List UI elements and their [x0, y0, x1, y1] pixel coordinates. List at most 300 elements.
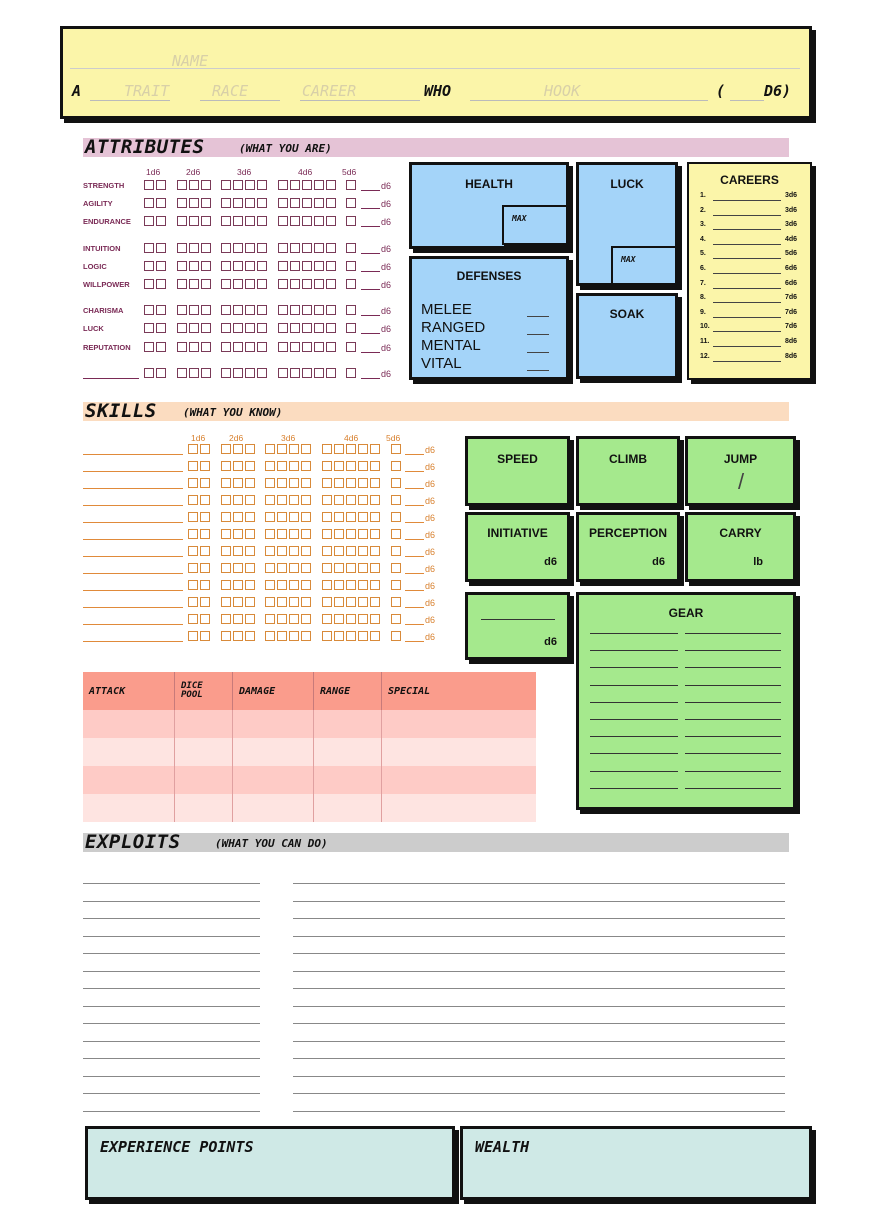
skill-dice-boxes[interactable] — [322, 631, 382, 641]
skill-name-line[interactable] — [83, 505, 183, 506]
gear-line-left[interactable] — [590, 650, 678, 651]
exploit-name-line[interactable] — [83, 1006, 260, 1007]
attack-cell[interactable] — [233, 710, 314, 738]
checkbox[interactable] — [391, 529, 401, 539]
checkbox[interactable] — [278, 342, 288, 352]
checkbox[interactable] — [346, 261, 356, 271]
checkbox[interactable] — [221, 495, 231, 505]
checkbox[interactable] — [302, 180, 312, 190]
checkbox[interactable] — [177, 216, 187, 226]
checkbox[interactable] — [245, 279, 255, 289]
checkbox[interactable] — [245, 261, 255, 271]
checkbox[interactable] — [257, 243, 267, 253]
checkbox[interactable] — [221, 216, 231, 226]
checkbox[interactable] — [233, 368, 243, 378]
skill-dice-boxes[interactable] — [221, 614, 257, 624]
checkbox[interactable] — [326, 368, 336, 378]
checkbox[interactable] — [289, 580, 299, 590]
checkbox[interactable] — [277, 529, 287, 539]
checkbox[interactable] — [233, 597, 243, 607]
attribute-dice-boxes[interactable] — [221, 261, 269, 271]
exploit-desc-line[interactable] — [293, 1041, 785, 1042]
attack-cell[interactable] — [175, 738, 233, 766]
checkbox[interactable] — [391, 495, 401, 505]
skill-dice-boxes[interactable] — [391, 631, 403, 641]
checkbox[interactable] — [221, 342, 231, 352]
checkbox[interactable] — [391, 546, 401, 556]
checkbox[interactable] — [302, 323, 312, 333]
skill-value-line[interactable] — [405, 624, 424, 625]
checkbox[interactable] — [221, 631, 231, 641]
attack-cell[interactable] — [382, 766, 537, 794]
checkbox[interactable] — [322, 631, 332, 641]
checkbox[interactable] — [156, 216, 166, 226]
checkbox[interactable] — [358, 461, 368, 471]
defense-value-line[interactable] — [527, 370, 549, 371]
checkbox[interactable] — [233, 512, 243, 522]
attribute-value-line[interactable] — [361, 253, 380, 254]
attribute-dice-boxes[interactable] — [278, 323, 338, 333]
checkbox[interactable] — [156, 368, 166, 378]
checkbox[interactable] — [301, 495, 311, 505]
checkbox[interactable] — [289, 631, 299, 641]
checkbox[interactable] — [257, 198, 267, 208]
attribute-dice-boxes[interactable] — [346, 198, 358, 208]
checkbox[interactable] — [370, 580, 380, 590]
checkbox[interactable] — [177, 323, 187, 333]
exploit-desc-line[interactable] — [293, 918, 785, 919]
skill-dice-boxes[interactable] — [391, 597, 403, 607]
skill-dice-boxes[interactable] — [188, 495, 212, 505]
attribute-value-line[interactable] — [361, 352, 380, 353]
skill-dice-boxes[interactable] — [322, 478, 382, 488]
checkbox[interactable] — [314, 368, 324, 378]
checkbox[interactable] — [233, 529, 243, 539]
attribute-dice-boxes[interactable] — [221, 216, 269, 226]
checkbox[interactable] — [177, 368, 187, 378]
checkbox[interactable] — [200, 478, 210, 488]
checkbox[interactable] — [189, 180, 199, 190]
checkbox[interactable] — [189, 323, 199, 333]
skill-value-line[interactable] — [405, 505, 424, 506]
checkbox[interactable] — [245, 216, 255, 226]
checkbox[interactable] — [188, 444, 198, 454]
skill-dice-boxes[interactable] — [221, 444, 257, 454]
checkbox[interactable] — [277, 512, 287, 522]
climb-box[interactable] — [576, 436, 680, 506]
checkbox[interactable] — [188, 563, 198, 573]
exploit-desc-line[interactable] — [293, 1076, 785, 1077]
checkbox[interactable] — [326, 279, 336, 289]
checkbox[interactable] — [201, 180, 211, 190]
attack-cell[interactable] — [314, 766, 382, 794]
checkbox[interactable] — [233, 444, 243, 454]
attribute-dice-boxes[interactable] — [221, 198, 269, 208]
checkbox[interactable] — [370, 631, 380, 641]
skill-dice-boxes[interactable] — [391, 563, 403, 573]
attribute-dice-boxes[interactable] — [221, 368, 269, 378]
checkbox[interactable] — [370, 614, 380, 624]
checkbox[interactable] — [188, 495, 198, 505]
attribute-dice-boxes[interactable] — [144, 305, 168, 315]
checkbox[interactable] — [201, 305, 211, 315]
checkbox[interactable] — [188, 512, 198, 522]
exploit-name-line[interactable] — [83, 1041, 260, 1042]
checkbox[interactable] — [188, 631, 198, 641]
skill-value-line[interactable] — [405, 573, 424, 574]
skill-dice-boxes[interactable] — [391, 614, 403, 624]
checkbox[interactable] — [233, 323, 243, 333]
checkbox[interactable] — [358, 444, 368, 454]
checkbox[interactable] — [233, 342, 243, 352]
attack-cell[interactable] — [382, 738, 537, 766]
skill-value-line[interactable] — [405, 471, 424, 472]
skill-dice-boxes[interactable] — [221, 478, 257, 488]
checkbox[interactable] — [221, 368, 231, 378]
checkbox[interactable] — [245, 198, 255, 208]
gear-line-right[interactable] — [685, 633, 781, 634]
checkbox[interactable] — [334, 631, 344, 641]
checkbox[interactable] — [322, 444, 332, 454]
attack-cell[interactable] — [175, 710, 233, 738]
skill-name-line[interactable] — [83, 454, 183, 455]
skill-dice-boxes[interactable] — [322, 461, 382, 471]
checkbox[interactable] — [233, 546, 243, 556]
career-name-line[interactable] — [713, 361, 781, 362]
experience-box[interactable] — [85, 1126, 455, 1200]
checkbox[interactable] — [346, 546, 356, 556]
checkbox[interactable] — [221, 512, 231, 522]
checkbox[interactable] — [391, 461, 401, 471]
attribute-dice-boxes[interactable] — [346, 180, 358, 190]
checkbox[interactable] — [346, 563, 356, 573]
skill-value-line[interactable] — [405, 488, 424, 489]
skill-dice-boxes[interactable] — [391, 478, 403, 488]
checkbox[interactable] — [302, 305, 312, 315]
checkbox[interactable] — [290, 261, 300, 271]
attribute-dice-boxes[interactable] — [346, 216, 358, 226]
attribute-dice-boxes[interactable] — [278, 279, 338, 289]
checkbox[interactable] — [144, 368, 154, 378]
attribute-dice-boxes[interactable] — [346, 368, 358, 378]
checkbox[interactable] — [265, 444, 275, 454]
skill-dice-boxes[interactable] — [221, 563, 257, 573]
checkbox[interactable] — [278, 261, 288, 271]
checkbox[interactable] — [346, 243, 356, 253]
checkbox[interactable] — [302, 243, 312, 253]
checkbox[interactable] — [358, 529, 368, 539]
exploit-name-line[interactable] — [83, 971, 260, 972]
checkbox[interactable] — [301, 529, 311, 539]
attack-cell[interactable] — [175, 794, 233, 822]
skill-dice-boxes[interactable] — [391, 495, 403, 505]
checkbox[interactable] — [278, 243, 288, 253]
checkbox[interactable] — [277, 597, 287, 607]
checkbox[interactable] — [144, 305, 154, 315]
checkbox[interactable] — [302, 368, 312, 378]
checkbox[interactable] — [358, 546, 368, 556]
exploit-name-line[interactable] — [83, 1093, 260, 1094]
checkbox[interactable] — [391, 563, 401, 573]
checkbox[interactable] — [265, 614, 275, 624]
attribute-value-line[interactable] — [361, 271, 380, 272]
skill-dice-boxes[interactable] — [322, 546, 382, 556]
exploit-desc-line[interactable] — [293, 1058, 785, 1059]
skill-dice-boxes[interactable] — [265, 461, 313, 471]
skill-dice-boxes[interactable] — [322, 614, 382, 624]
checkbox[interactable] — [301, 546, 311, 556]
checkbox[interactable] — [326, 198, 336, 208]
gear-line-left[interactable] — [590, 667, 678, 668]
checkbox[interactable] — [189, 261, 199, 271]
checkbox[interactable] — [221, 546, 231, 556]
checkbox[interactable] — [245, 631, 255, 641]
checkbox[interactable] — [245, 305, 255, 315]
skill-dice-boxes[interactable] — [221, 546, 257, 556]
checkbox[interactable] — [334, 580, 344, 590]
checkbox[interactable] — [233, 580, 243, 590]
carry-box[interactable] — [685, 512, 796, 582]
checkbox[interactable] — [257, 216, 267, 226]
skill-dice-boxes[interactable] — [265, 495, 313, 505]
checkbox[interactable] — [302, 279, 312, 289]
exploit-name-line[interactable] — [83, 1058, 260, 1059]
checkbox[interactable] — [289, 546, 299, 556]
checkbox[interactable] — [301, 478, 311, 488]
gear-line-left[interactable] — [590, 771, 678, 772]
exploit-desc-line[interactable] — [293, 883, 785, 884]
checkbox[interactable] — [358, 495, 368, 505]
skill-dice-boxes[interactable] — [221, 461, 257, 471]
checkbox[interactable] — [314, 198, 324, 208]
checkbox[interactable] — [302, 261, 312, 271]
gear-line-right[interactable] — [685, 702, 781, 703]
exploit-name-line[interactable] — [83, 1076, 260, 1077]
skill-name-line[interactable] — [83, 624, 183, 625]
skill-dice-boxes[interactable] — [265, 631, 313, 641]
checkbox[interactable] — [257, 342, 267, 352]
checkbox[interactable] — [156, 180, 166, 190]
checkbox[interactable] — [221, 529, 231, 539]
skill-dice-boxes[interactable] — [221, 597, 257, 607]
checkbox[interactable] — [156, 198, 166, 208]
checkbox[interactable] — [201, 198, 211, 208]
checkbox[interactable] — [188, 580, 198, 590]
attack-row[interactable] — [83, 794, 536, 822]
checkbox[interactable] — [358, 478, 368, 488]
checkbox[interactable] — [221, 243, 231, 253]
checkbox[interactable] — [370, 529, 380, 539]
checkbox[interactable] — [358, 563, 368, 573]
checkbox[interactable] — [245, 563, 255, 573]
checkbox[interactable] — [334, 597, 344, 607]
checkbox[interactable] — [278, 323, 288, 333]
checkbox[interactable] — [189, 279, 199, 289]
checkbox[interactable] — [326, 180, 336, 190]
skill-dice-boxes[interactable] — [265, 529, 313, 539]
checkbox[interactable] — [334, 529, 344, 539]
checkbox[interactable] — [326, 323, 336, 333]
attribute-dice-boxes[interactable] — [346, 279, 358, 289]
checkbox[interactable] — [177, 279, 187, 289]
skill-dice-boxes[interactable] — [265, 597, 313, 607]
checkbox[interactable] — [322, 597, 332, 607]
checkbox[interactable] — [289, 529, 299, 539]
checkbox[interactable] — [290, 279, 300, 289]
checkbox[interactable] — [322, 461, 332, 471]
career-name-line[interactable] — [713, 215, 781, 216]
checkbox[interactable] — [257, 279, 267, 289]
skill-dice-boxes[interactable] — [188, 461, 212, 471]
checkbox[interactable] — [189, 216, 199, 226]
skill-dice-boxes[interactable] — [265, 563, 313, 573]
attribute-dice-boxes[interactable] — [177, 279, 213, 289]
checkbox[interactable] — [391, 580, 401, 590]
skill-dice-boxes[interactable] — [188, 529, 212, 539]
attribute-dice-boxes[interactable] — [221, 342, 269, 352]
attribute-dice-boxes[interactable] — [177, 180, 213, 190]
checkbox[interactable] — [334, 444, 344, 454]
skill-name-line[interactable] — [83, 607, 183, 608]
gear-line-left[interactable] — [590, 633, 678, 634]
skill-dice-boxes[interactable] — [221, 495, 257, 505]
checkbox[interactable] — [245, 580, 255, 590]
checkbox[interactable] — [289, 444, 299, 454]
checkbox[interactable] — [257, 261, 267, 271]
skill-dice-boxes[interactable] — [188, 614, 212, 624]
checkbox[interactable] — [346, 279, 356, 289]
attribute-dice-boxes[interactable] — [278, 342, 338, 352]
skill-dice-boxes[interactable] — [391, 546, 403, 556]
exploit-desc-line[interactable] — [293, 1111, 785, 1112]
checkbox[interactable] — [265, 631, 275, 641]
checkbox[interactable] — [144, 198, 154, 208]
checkbox[interactable] — [346, 495, 356, 505]
checkbox[interactable] — [201, 216, 211, 226]
checkbox[interactable] — [314, 216, 324, 226]
attribute-value-line[interactable] — [361, 208, 380, 209]
attack-cell[interactable] — [314, 738, 382, 766]
checkbox[interactable] — [334, 563, 344, 573]
skill-dice-boxes[interactable] — [188, 563, 212, 573]
checkbox[interactable] — [277, 461, 287, 471]
gear-line-right[interactable] — [685, 771, 781, 772]
checkbox[interactable] — [346, 529, 356, 539]
checkbox[interactable] — [257, 323, 267, 333]
career-name-line[interactable] — [713, 302, 781, 303]
attribute-dice-boxes[interactable] — [177, 342, 213, 352]
skill-dice-boxes[interactable] — [188, 444, 212, 454]
checkbox[interactable] — [200, 631, 210, 641]
checkbox[interactable] — [245, 444, 255, 454]
exploit-desc-line[interactable] — [293, 1093, 785, 1094]
exploit-desc-line[interactable] — [293, 953, 785, 954]
checkbox[interactable] — [370, 478, 380, 488]
skill-name-line[interactable] — [83, 522, 183, 523]
skill-dice-boxes[interactable] — [188, 546, 212, 556]
checkbox[interactable] — [188, 614, 198, 624]
skill-name-line[interactable] — [83, 573, 183, 574]
skill-value-line[interactable] — [405, 454, 424, 455]
checkbox[interactable] — [233, 631, 243, 641]
career-name-line[interactable] — [713, 244, 781, 245]
gear-line-right[interactable] — [685, 753, 781, 754]
career-name-line[interactable] — [713, 331, 781, 332]
checkbox[interactable] — [265, 546, 275, 556]
checkbox[interactable] — [290, 243, 300, 253]
checkbox[interactable] — [188, 546, 198, 556]
defense-value-line[interactable] — [527, 352, 549, 353]
checkbox[interactable] — [188, 478, 198, 488]
career-name-line[interactable] — [713, 229, 781, 230]
checkbox[interactable] — [314, 180, 324, 190]
gear-line-right[interactable] — [685, 650, 781, 651]
attribute-dice-boxes[interactable] — [221, 180, 269, 190]
attribute-dice-boxes[interactable] — [177, 198, 213, 208]
checkbox[interactable] — [200, 529, 210, 539]
checkbox[interactable] — [156, 305, 166, 315]
checkbox[interactable] — [301, 597, 311, 607]
checkbox[interactable] — [221, 279, 231, 289]
skill-dice-boxes[interactable] — [265, 614, 313, 624]
skill-name-line[interactable] — [83, 488, 183, 489]
checkbox[interactable] — [257, 368, 267, 378]
attribute-dice-boxes[interactable] — [177, 305, 213, 315]
skill-name-line[interactable] — [83, 539, 183, 540]
gear-line-left[interactable] — [590, 736, 678, 737]
checkbox[interactable] — [322, 512, 332, 522]
checkbox[interactable] — [177, 342, 187, 352]
jump-box[interactable] — [685, 436, 796, 506]
wealth-box[interactable] — [460, 1126, 812, 1200]
checkbox[interactable] — [346, 614, 356, 624]
checkbox[interactable] — [201, 323, 211, 333]
skill-dice-boxes[interactable] — [265, 546, 313, 556]
checkbox[interactable] — [346, 368, 356, 378]
skill-dice-boxes[interactable] — [221, 529, 257, 539]
checkbox[interactable] — [144, 342, 154, 352]
checkbox[interactable] — [391, 478, 401, 488]
checkbox[interactable] — [221, 478, 231, 488]
checkbox[interactable] — [144, 279, 154, 289]
checkbox[interactable] — [144, 216, 154, 226]
exploit-desc-line[interactable] — [293, 901, 785, 902]
checkbox[interactable] — [391, 512, 401, 522]
gear-line-left[interactable] — [590, 788, 678, 789]
checkbox[interactable] — [144, 261, 154, 271]
custom-stat-line[interactable] — [481, 619, 555, 620]
checkbox[interactable] — [221, 323, 231, 333]
checkbox[interactable] — [265, 563, 275, 573]
checkbox[interactable] — [358, 580, 368, 590]
checkbox[interactable] — [301, 461, 311, 471]
exploit-name-line[interactable] — [83, 953, 260, 954]
gear-line-right[interactable] — [685, 788, 781, 789]
checkbox[interactable] — [346, 461, 356, 471]
checkbox[interactable] — [221, 305, 231, 315]
checkbox[interactable] — [326, 243, 336, 253]
checkbox[interactable] — [200, 614, 210, 624]
checkbox[interactable] — [301, 614, 311, 624]
attribute-dice-boxes[interactable] — [144, 243, 168, 253]
career-name-line[interactable] — [713, 346, 781, 347]
defense-value-line[interactable] — [527, 316, 549, 317]
checkbox[interactable] — [221, 614, 231, 624]
checkbox[interactable] — [391, 614, 401, 624]
checkbox[interactable] — [346, 198, 356, 208]
checkbox[interactable] — [200, 444, 210, 454]
attribute-dice-boxes[interactable] — [278, 305, 338, 315]
